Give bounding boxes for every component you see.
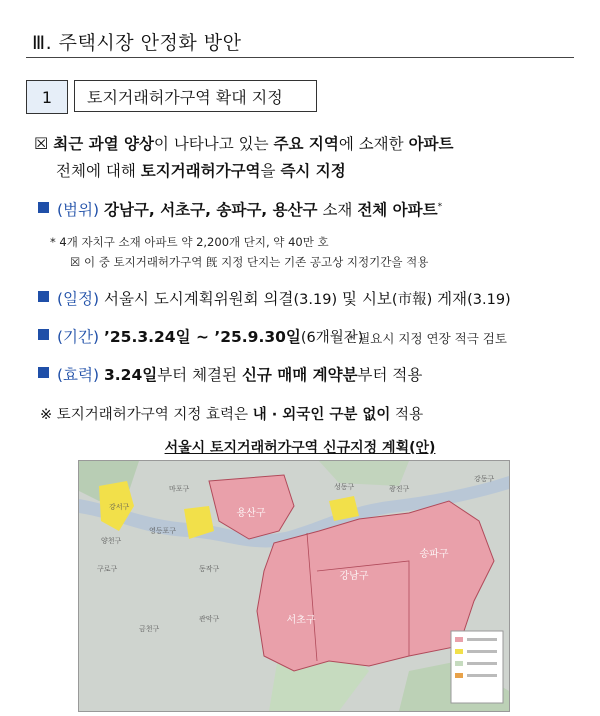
period-note: * 필요시 지정 연장 적극 검토 bbox=[348, 331, 507, 346]
heading-title: 토지거래허가구역 확대 지정 bbox=[74, 80, 317, 112]
effect-line bbox=[38, 363, 422, 385]
label-gangnam: 강남구 bbox=[339, 571, 369, 582]
legend-text-line bbox=[467, 638, 497, 641]
label-songpa: 송파구 bbox=[419, 549, 449, 560]
label-seocho: 서초구 bbox=[286, 615, 316, 626]
scope-footnote-mark: * bbox=[437, 201, 443, 212]
remark-text-2: 적용 bbox=[390, 407, 424, 423]
period-duration: (6개월간) bbox=[300, 330, 364, 346]
map-title bbox=[0, 437, 600, 457]
schedule-tag: (일정) bbox=[57, 290, 100, 308]
period-tag: (기간) bbox=[57, 328, 100, 346]
label-seongdong: 성동구 bbox=[334, 483, 355, 491]
checkbox-icon: ☒ bbox=[34, 134, 49, 153]
label-gwangjin: 광진구 bbox=[389, 485, 410, 493]
remark-emphasis: 내 · 외국인 구분 없이 bbox=[252, 407, 391, 423]
intro-text-3: 전체에 대해 bbox=[56, 162, 141, 180]
intro-line-2 bbox=[56, 159, 346, 181]
intro-text-4: 을 bbox=[260, 162, 281, 180]
effect-text-1: 부터 체결된 bbox=[157, 366, 242, 384]
period-dates: ’25.3.24일 ~ ’25.9.30일 bbox=[103, 328, 301, 346]
legend-swatch bbox=[455, 661, 463, 666]
effect-date: 3.24일 bbox=[103, 366, 158, 384]
scope-note-1: * 4개 자치구 소재 아파트 약 2,200개 단지, 약 40만 호 bbox=[50, 235, 329, 249]
label-gangdong: 강동구 bbox=[474, 475, 495, 483]
label-gangseo: 강서구 bbox=[109, 503, 130, 511]
scope-target: 전체 아파트 bbox=[357, 201, 438, 219]
section-title: Ⅲ. 주택시장 안정화 방안 bbox=[32, 32, 242, 54]
schedule-date-1: (3.19) bbox=[293, 292, 338, 308]
intro-line-1 bbox=[34, 132, 453, 154]
legend-swatch bbox=[455, 673, 463, 678]
scope-tag: (범위) bbox=[57, 201, 100, 219]
heading-number: 1 bbox=[26, 80, 68, 114]
title-divider bbox=[26, 57, 574, 58]
label-guro: 구로구 bbox=[97, 565, 118, 573]
bullet-square-icon bbox=[38, 202, 49, 213]
label-yongsan: 용산구 bbox=[236, 508, 266, 519]
intro-text-1: 이 나타나고 있는 bbox=[153, 135, 274, 153]
effect-text-2: 부터 적용 bbox=[357, 366, 423, 384]
map-title-text: 서울시 토지거래허가구역 신규지정 계획(안) bbox=[164, 440, 436, 456]
intro-emphasis-1: 최근 과열 양상 bbox=[53, 135, 154, 153]
schedule-date-2: (3.19) bbox=[467, 292, 511, 308]
bullet-square-icon bbox=[38, 329, 49, 340]
label-yeongdeungpo: 영등포구 bbox=[149, 527, 177, 535]
period-line bbox=[38, 325, 363, 347]
legend-text-line bbox=[467, 662, 497, 665]
scope-text: 소재 bbox=[317, 201, 358, 219]
scope-line bbox=[38, 198, 442, 220]
label-dongjak: 동작구 bbox=[199, 565, 220, 573]
label-yangcheon: 양천구 bbox=[101, 537, 122, 545]
effect-target: 신규 매매 계약분 bbox=[241, 366, 358, 384]
bullet-square-icon bbox=[38, 291, 49, 302]
legend-swatch bbox=[455, 649, 463, 654]
scope-districts: 강남구, 서초구, 송파구, 용산구 bbox=[103, 201, 318, 219]
label-gwanak: 관악구 bbox=[199, 615, 220, 623]
intro-text-2: 에 소재한 bbox=[338, 135, 409, 153]
schedule-text-1: 서울시 도시계획위원회 의결 bbox=[99, 290, 294, 308]
schedule-hanja: (市報) bbox=[391, 292, 433, 308]
legend-text-line bbox=[467, 650, 497, 653]
schedule-line bbox=[38, 287, 511, 309]
map-canvas bbox=[79, 461, 509, 711]
remark-line bbox=[40, 403, 423, 424]
bullet-square-icon bbox=[38, 367, 49, 378]
scope-note-2: ☒ 이 중 토지거래허가구역 旣 지정 단지는 기존 공고상 지정기간을 적용 bbox=[70, 255, 429, 269]
intro-emphasis-3: 아파트 bbox=[408, 135, 454, 153]
schedule-text-3: 게재 bbox=[432, 290, 468, 308]
intro-emphasis-4: 토지거래허가구역 bbox=[140, 162, 261, 180]
district-map bbox=[78, 460, 510, 712]
intro-emphasis-2: 주요 지역 bbox=[273, 135, 339, 153]
effect-tag: (효력) bbox=[57, 366, 100, 384]
legend-swatch bbox=[455, 637, 463, 642]
label-geumcheon: 금천구 bbox=[139, 625, 160, 633]
intro-emphasis-5: 즉시 지정 bbox=[280, 162, 346, 180]
remark-text-1: ※ 토지거래허가구역 지정 효력은 bbox=[40, 407, 253, 423]
label-mapo: 마포구 bbox=[169, 485, 190, 493]
schedule-text-2: 및 시보 bbox=[337, 290, 392, 308]
legend-text-line bbox=[467, 674, 497, 677]
